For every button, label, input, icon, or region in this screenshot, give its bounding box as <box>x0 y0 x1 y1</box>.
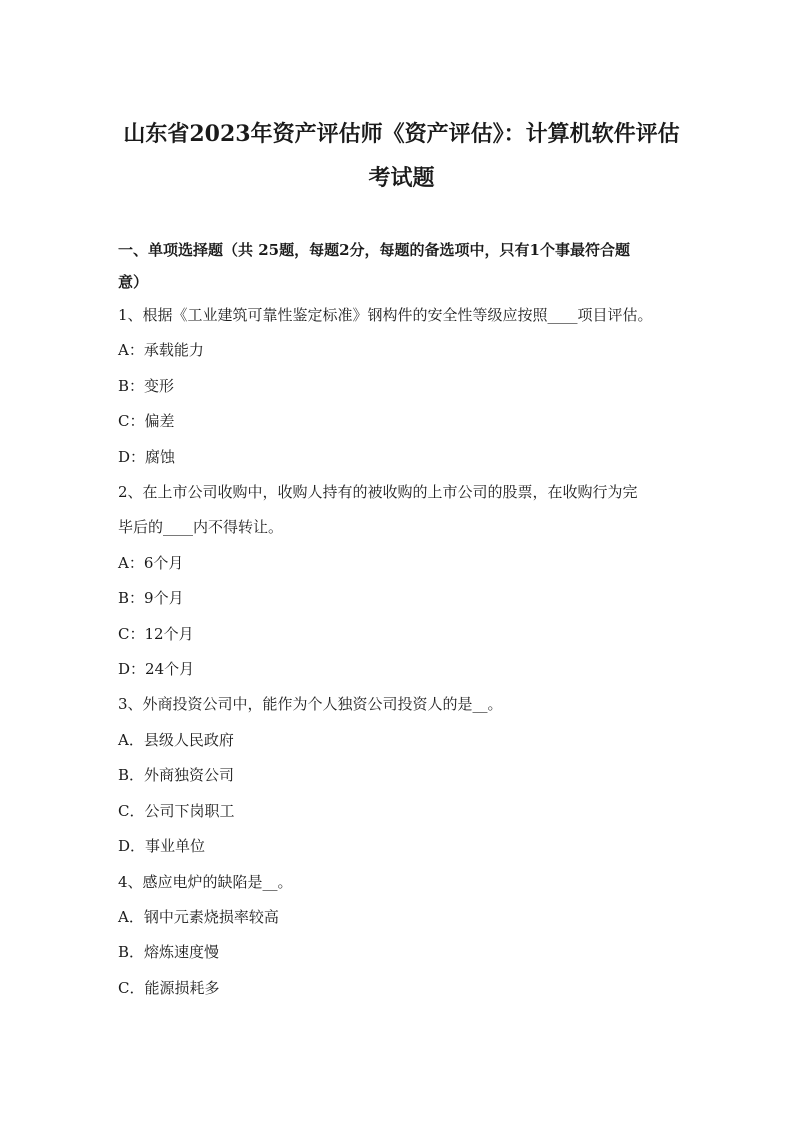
section-heading-line-1: 一、单项选择题（共 25题，每题2分，每题的备选项中，只有1个事最符合题 <box>118 241 630 259</box>
question-4-option-b: B．熔炼速度慢 <box>118 943 220 962</box>
question-1-option-a: A：承载能力 <box>118 341 204 360</box>
question-2-option-d: D：24个月 <box>118 660 195 679</box>
question-1 <box>118 298 685 475</box>
question-3-text: 3、外商投资公司中，能作为个人独资公司投资人的是__。 <box>118 695 503 714</box>
question-2-option-b: B：9个月 <box>118 589 184 608</box>
title-line-1: 山东省2023年资产评估师《资产评估》：计算机软件评估 <box>123 121 680 147</box>
question-3-option-b: B．外商独资公司 <box>118 766 235 785</box>
question-1-text: 1、根据《工业建筑可靠性鉴定标准》钢构件的安全性等级应按照____项目评估。 <box>118 306 653 324</box>
question-2 <box>118 475 685 687</box>
question-4-option-c: C．能源损耗多 <box>118 978 220 997</box>
question-4-option-a: A．钢中元素烧损率较高 <box>118 907 279 926</box>
question-2-option-a: A：6个月 <box>118 553 184 572</box>
question-3-option-a: A．县级人民政府 <box>118 730 234 749</box>
question-3 <box>118 687 685 864</box>
question-4-text: 4、感应电炉的缺陷是__。 <box>118 872 293 891</box>
question-2-option-c: C：12个月 <box>118 624 194 643</box>
title-line-2: 考试题 <box>368 165 435 191</box>
question-3-option-d: D．事业单位 <box>118 837 206 856</box>
document-title <box>118 0 685 200</box>
question-2-text-line-1: 2、在上市公司收购中，收购人持有的被收购的上市公司的股票，在收购行为完 <box>118 483 638 502</box>
section-heading-line-2: 意） <box>118 273 149 291</box>
question-2-text-line-2: 毕后的____内不得转让。 <box>118 518 284 537</box>
question-4 <box>118 865 685 1007</box>
section-heading <box>118 234 685 298</box>
question-3-option-c: C．公司下岗职工 <box>118 801 235 820</box>
question-1-option-d: D：腐蚀 <box>118 447 176 466</box>
question-1-option-b: B：变形 <box>118 376 175 395</box>
question-1-option-c: C：偏差 <box>118 412 175 431</box>
